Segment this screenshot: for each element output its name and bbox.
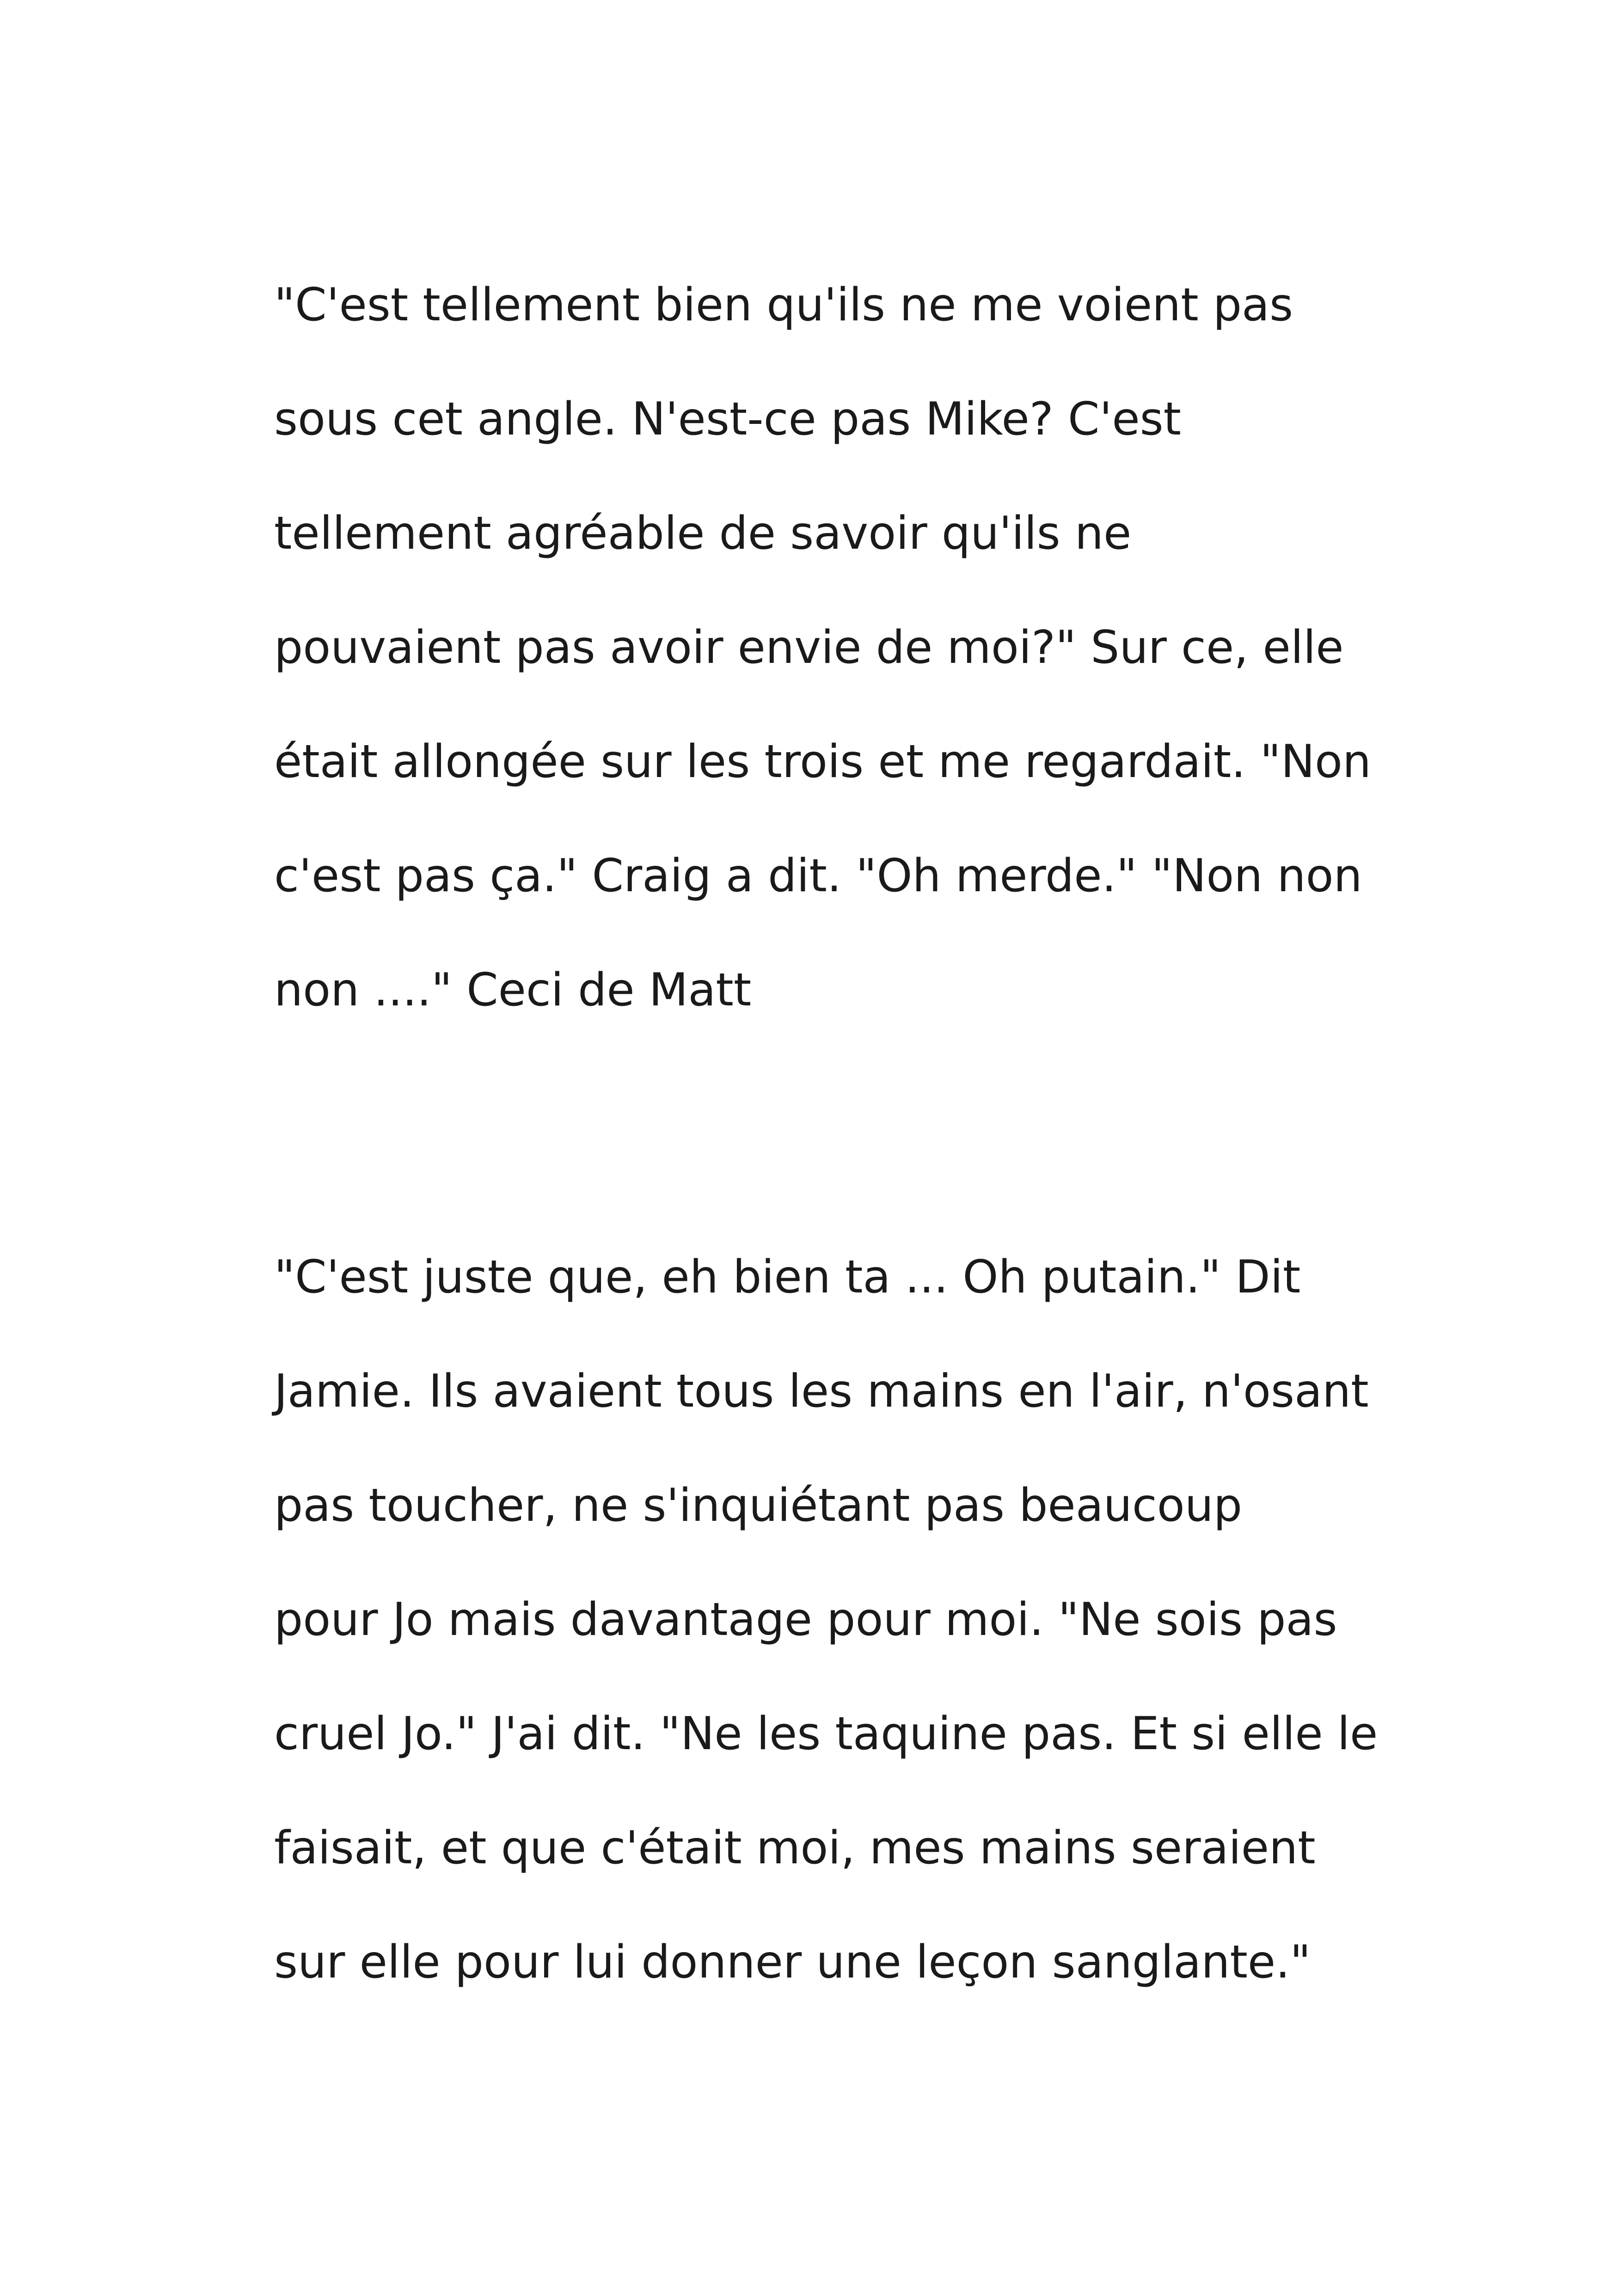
paragraph-line: "C'est juste que, eh bien ta ... Oh putain." Dit — [274, 1251, 1301, 1304]
paragraph-line: non ...." Ceci de Matt — [274, 964, 752, 1016]
paragraph-line: faisait, et que c'était moi, mes mains seraient — [274, 1822, 1316, 1874]
paragraph-line: tellement agréable de savoir qu'ils ne — [274, 507, 1132, 560]
paragraph-line: sous cet angle. N'est-ce pas Mike? C'est — [274, 393, 1182, 446]
paragraph-line: c'est pas ça." Craig a dit. "Oh merde." "Non non — [274, 850, 1362, 902]
paragraph-line: sur elle pour lui donner une leçon sanglante." — [274, 1936, 1311, 1989]
paragraph-line: pour Jo mais davantage pour moi. "Ne sois pas — [274, 1593, 1337, 1646]
paragraph-line: Jamie. Ils avaient tous les mains en l'air, n'osant — [274, 1365, 1369, 1418]
paragraph-line: pouvaient pas avoir envie de moi?" Sur ce, elle — [274, 621, 1344, 674]
paragraph-line: cruel Jo." J'ai dit. "Ne les taquine pas. Et si elle le — [274, 1708, 1378, 1760]
paragraph-line: "C'est tellement bien qu'ils ne me voient pas — [274, 279, 1293, 331]
paragraph-line: pas toucher, ne s'inquiétant pas beaucoup — [274, 1479, 1243, 1532]
paragraph-line: était allongée sur les trois et me regardait. "Non — [274, 735, 1372, 788]
